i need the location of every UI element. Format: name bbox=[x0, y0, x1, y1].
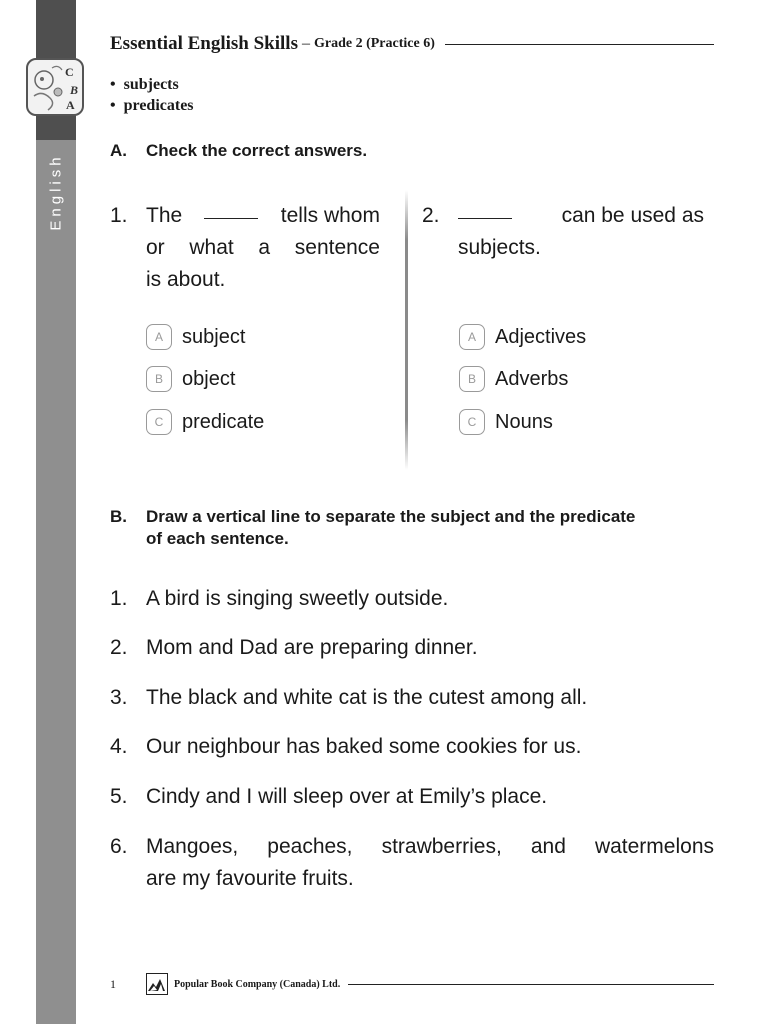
sentence-line: are my favourite fruits. bbox=[146, 867, 354, 890]
sentence-6[interactable] bbox=[110, 831, 714, 895]
page-header bbox=[110, 32, 714, 56]
option-label: predicate bbox=[182, 410, 265, 433]
sentence-number: 1. bbox=[110, 587, 128, 610]
instruction-line: of each sentence. bbox=[146, 529, 289, 548]
sentence-number: 3. bbox=[110, 686, 128, 709]
page-footer bbox=[110, 972, 714, 996]
sentence-line: Mangoes, peaches, strawberries, and watermelons bbox=[146, 835, 714, 858]
sentence-number: 5. bbox=[110, 785, 128, 808]
page-number: 1 bbox=[110, 976, 116, 991]
option-label: subject bbox=[182, 325, 246, 348]
footer-rule bbox=[348, 984, 714, 985]
instruction-line: Draw a vertical line to separate the subject and the predicate bbox=[146, 507, 636, 526]
topic-list bbox=[110, 74, 194, 116]
sentence-number: 6. bbox=[110, 835, 128, 858]
publisher-name: Popular Book Company (Canada) Ltd. bbox=[174, 978, 341, 990]
option-2a[interactable] bbox=[459, 322, 586, 352]
option-2b[interactable] bbox=[459, 364, 568, 394]
option-label: Adjectives bbox=[495, 325, 587, 348]
question-number: 1. bbox=[110, 204, 128, 227]
question-2 bbox=[422, 200, 714, 270]
option-1a[interactable] bbox=[146, 322, 245, 352]
sentence-text[interactable]: Mom and Dad are preparing dinner. bbox=[146, 636, 478, 659]
option-label: Adverbs bbox=[495, 367, 569, 390]
section-b-letter: B. bbox=[110, 507, 127, 526]
sentence-text[interactable]: Cindy and I will sleep over at Emily’s place. bbox=[146, 785, 548, 808]
question-word: The bbox=[146, 204, 183, 227]
question-text bbox=[146, 200, 380, 296]
question-word: tells whom bbox=[280, 204, 380, 227]
header-rule bbox=[445, 44, 714, 45]
section-b-instruction bbox=[146, 506, 718, 550]
option-1c[interactable] bbox=[146, 407, 264, 437]
sentence-number: 4. bbox=[110, 735, 128, 758]
sentence-number: 2. bbox=[110, 636, 128, 659]
option-2c[interactable] bbox=[459, 407, 553, 437]
answer-blank bbox=[204, 200, 258, 219]
sentence-text[interactable]: Our neighbour has baked some cookies for us. bbox=[146, 735, 582, 758]
section-a-instruction: Check the correct answers. bbox=[146, 141, 368, 160]
question-number: 2. bbox=[422, 204, 440, 227]
book-title: Essential English Skills bbox=[110, 33, 298, 54]
subject-logo bbox=[26, 58, 84, 116]
header-dash: – bbox=[301, 35, 310, 52]
question-word: can be used as bbox=[561, 204, 704, 227]
section-a-letter: A. bbox=[110, 141, 127, 160]
checkbox-a[interactable]: A bbox=[459, 324, 485, 350]
grade-practice: Grade 2 (Practice 6) bbox=[313, 36, 435, 51]
question-1 bbox=[110, 200, 390, 300]
answer-blank bbox=[458, 200, 512, 219]
sentence-text[interactable]: A bird is singing sweetly outside. bbox=[146, 587, 449, 610]
abc-logo-icon bbox=[28, 60, 82, 114]
option-label: object bbox=[182, 367, 236, 390]
option-1b[interactable] bbox=[146, 364, 235, 394]
column-divider bbox=[405, 190, 408, 470]
question-line: subjects. bbox=[458, 236, 541, 259]
sentence-text[interactable]: The black and white cat is the cutest among all. bbox=[146, 686, 588, 709]
logo-letter-a: A bbox=[66, 98, 75, 112]
checkbox-b[interactable]: B bbox=[459, 366, 485, 392]
side-tab-label: English bbox=[47, 153, 65, 231]
checkbox-c[interactable]: C bbox=[459, 409, 485, 435]
logo-letter-c: C bbox=[65, 65, 74, 79]
topic-item: • predicates bbox=[110, 95, 194, 116]
question-line: is about. bbox=[146, 268, 226, 291]
checkbox-a[interactable]: A bbox=[146, 324, 172, 350]
question-text bbox=[458, 200, 704, 264]
checkbox-c[interactable]: C bbox=[146, 409, 172, 435]
option-label: Nouns bbox=[495, 410, 553, 433]
topic-item: • subjects bbox=[110, 74, 194, 95]
checkbox-b[interactable]: B bbox=[146, 366, 172, 392]
publisher-logo-icon bbox=[146, 973, 168, 995]
sentence-text[interactable] bbox=[146, 831, 714, 895]
logo-letter-b: B bbox=[70, 83, 79, 97]
question-line: or what a sentence bbox=[146, 236, 380, 259]
